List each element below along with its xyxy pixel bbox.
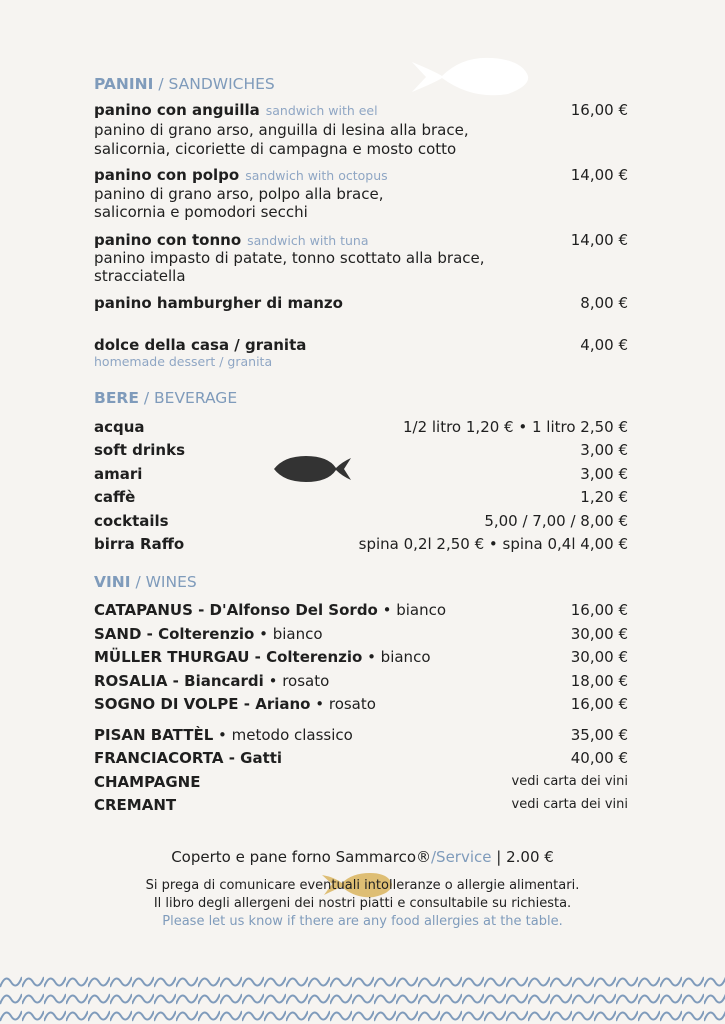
menu-item: [94, 440, 628, 460]
allergy-note-2: Il libro degli allergeni dei nostri piatti e consultabile su richiesta.: [153, 896, 572, 911]
wine-item: [94, 624, 628, 644]
menu-item: [94, 165, 628, 185]
menu-item: [94, 100, 628, 120]
section-header-vini: [94, 572, 628, 592]
item-name: FRANCIACORTA - Gatti: [94, 749, 283, 767]
item-name: ROSALIA - Biancardi: [94, 672, 264, 690]
menu-item: [94, 487, 628, 507]
item-price: 14,00 €: [570, 231, 628, 249]
item-name: acqua: [94, 418, 145, 436]
item-desc: salicornia e pomodori secchi: [94, 203, 308, 221]
item-name: birra Raffo: [94, 535, 185, 553]
item-price: 18,00 €: [570, 672, 628, 690]
menu-item: [94, 293, 628, 313]
item-price: 1,20 €: [580, 488, 628, 506]
item-name: cocktails: [94, 512, 169, 530]
menu-item: [94, 511, 628, 531]
item-name: dolce della casa / granita: [94, 336, 307, 354]
item-name: MÜLLER THURGAU - Colterenzio: [94, 648, 363, 666]
service-price: | 2.00 €: [491, 848, 554, 866]
wine-item: [94, 725, 628, 745]
item-desc: panino di grano arso, polpo alla brace,: [94, 185, 384, 203]
item-name: SAND - Colterenzio: [94, 625, 255, 643]
item-name: panino con polpo: [94, 166, 240, 184]
item-price: 40,00 €: [570, 749, 628, 767]
item-price: 35,00 €: [570, 726, 628, 744]
item-name: SOGNO DI VOLPE - Ariano: [94, 695, 311, 713]
cover-label: Coperto e pane forno Sammarco®: [171, 848, 431, 866]
item-price: vedi carta dei vini: [511, 797, 628, 812]
wine-type: • metodo classico: [213, 726, 353, 744]
item-price: 16,00 €: [570, 601, 628, 619]
item-price: 3,00 €: [580, 465, 628, 483]
item-english: sandwich with eel: [265, 103, 378, 118]
item-price: 3,00 €: [580, 441, 628, 459]
header-en: / SANDWICHES: [153, 75, 275, 93]
menu-item: [94, 534, 628, 554]
menu-item: [94, 464, 628, 484]
item-desc: panino di grano arso, anguilla di lesina alla brace,: [94, 121, 469, 139]
item-name: panino hamburgher di manzo: [94, 294, 343, 312]
service-label: /Service: [431, 848, 492, 866]
item-english: homemade dessert / granita: [94, 354, 273, 369]
item-name: CREMANT: [94, 796, 177, 814]
wine-type: • bianco: [377, 601, 447, 619]
wine-item: [94, 772, 628, 792]
header-en: / WINES: [130, 573, 197, 591]
item-price: 30,00 €: [570, 625, 628, 643]
header-it: BERE: [94, 389, 139, 407]
item-name: panino con anguilla: [94, 101, 260, 119]
allergy-note-1: Si prega di comunicare eventuali intolleranze o allergie alimentari.: [145, 878, 580, 893]
wine-item: [94, 694, 628, 714]
item-price: 14,00 €: [570, 166, 628, 184]
menu-item: [94, 417, 628, 437]
menu-item: [94, 230, 628, 250]
section-header-bere: [94, 388, 628, 408]
header-it: VINI: [94, 573, 131, 591]
item-name: panino con tonno: [94, 231, 242, 249]
item-desc: stracciatella: [94, 267, 186, 285]
item-name: amari: [94, 465, 143, 483]
header-en: / BEVERAGE: [138, 389, 238, 407]
wine-type: • rosato: [263, 672, 330, 690]
wine-type: • bianco: [362, 648, 431, 666]
allergy-note-en: Please let us know if there are any food allergies at the table.: [162, 914, 563, 929]
item-name: caffè: [94, 488, 136, 506]
wine-type: • bianco: [254, 625, 323, 643]
item-price: 30,00 €: [570, 648, 628, 666]
item-name: CHAMPAGNE: [94, 773, 201, 791]
cover-charge: [0, 848, 725, 866]
item-english: sandwich with octopus: [245, 168, 388, 183]
item-name: CATAPANUS - D'Alfonso Del Sordo: [94, 601, 378, 619]
header-it: PANINI: [94, 75, 154, 93]
item-price: 5,00 / 7,00 / 8,00 €: [484, 512, 628, 530]
item-desc: panino impasto di patate, tonno scottato alla brace,: [94, 249, 485, 267]
item-desc: salicornia, cicoriette di campagna e mosto cotto: [94, 140, 457, 158]
item-price: 4,00 €: [580, 336, 628, 354]
wine-type: • rosato: [310, 695, 376, 713]
item-price: vedi carta dei vini: [511, 774, 628, 789]
wine-item: [94, 647, 628, 667]
item-price: 16,00 €: [570, 695, 628, 713]
section-header-panini: [94, 74, 628, 94]
wave-border-decoration: [0, 974, 725, 1024]
item-english: sandwich with tuna: [247, 233, 369, 248]
item-price: 1/2 litro 1,20 € • 1 litro 2,50 €: [402, 418, 628, 436]
item-name: soft drinks: [94, 441, 186, 459]
item-name: PISAN BATTÈL: [94, 726, 214, 744]
wine-item: [94, 748, 628, 768]
item-price: 16,00 €: [570, 101, 628, 119]
wine-item: [94, 671, 628, 691]
wine-item: [94, 795, 628, 815]
wine-item: [94, 600, 628, 620]
item-price: 8,00 €: [580, 294, 628, 312]
item-price: spina 0,2l 2,50 € • spina 0,4l 4,00 €: [358, 535, 628, 553]
